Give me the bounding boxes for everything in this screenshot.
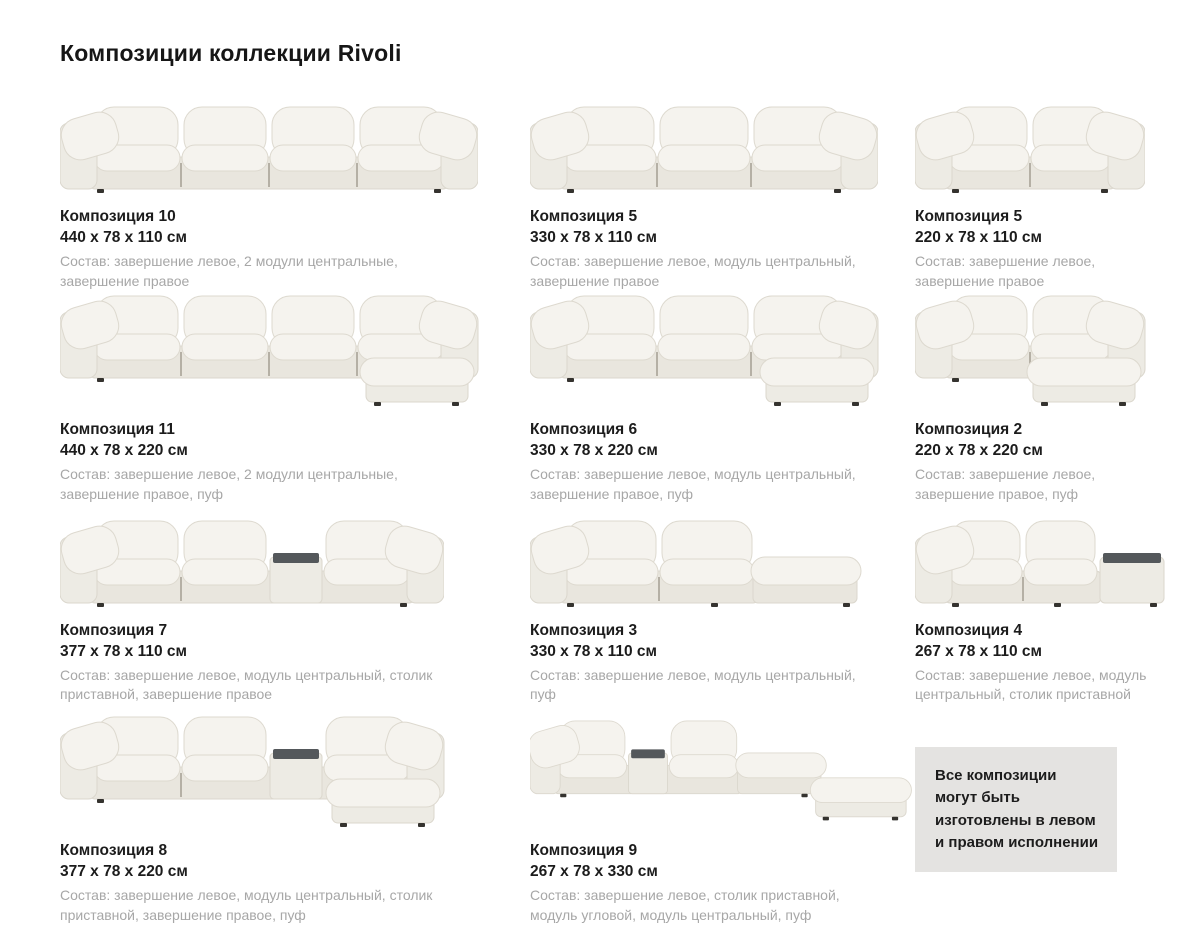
composition-dimensions: 377 x 78 x 110 см — [60, 642, 187, 660]
composition-title: Композиция 10 — [60, 208, 176, 225]
composition-dimensions: 440 x 78 x 220 см — [60, 441, 188, 459]
composition-structure: Состав: завершение левое, модуль центральный, столик приставной, завершение правое — [60, 666, 433, 703]
product-card[interactable] — [915, 296, 1200, 505]
composition-title: Композиция 3 — [530, 621, 638, 639]
composition-dimensions: 267 x 78 x 110 см — [915, 642, 1042, 660]
composition-structure: Состав: завершение левое, 2 модули центральные, завершение правое, пуф — [60, 465, 398, 502]
product-card[interactable] — [60, 709, 530, 926]
composition-title: Композиция 4 — [915, 621, 1023, 639]
product-card[interactable] — [530, 95, 915, 292]
composition-title: Композиция 6 — [530, 420, 638, 438]
compositions-grid — [60, 95, 1200, 930]
product-card[interactable] — [60, 509, 530, 706]
sofa-image — [530, 509, 915, 609]
note-cell — [915, 709, 1200, 930]
composition-structure: Состав: завершение левое, 2 модули центральные, завершение правое — [60, 253, 398, 289]
sofa-image — [530, 709, 915, 829]
composition-structure: Состав: завершение левое, модуль центральный, завершение правое, пуф — [530, 465, 856, 502]
info-note: Все композиции могут быть изготовлены в левом и правом исполнении — [915, 747, 1117, 872]
composition-title: Композиция 9 — [530, 842, 638, 860]
product-card[interactable] — [60, 95, 530, 292]
sofa-image — [530, 95, 915, 195]
composition-title: Композиция 8 — [60, 842, 168, 860]
composition-title: Композиция 11 — [60, 420, 175, 438]
sofa-image — [60, 509, 530, 609]
composition-structure: Состав: завершение левое, модуль центральный, пуф — [530, 666, 856, 703]
composition-dimensions: 377 x 78 x 220 см — [60, 863, 188, 881]
composition-dimensions: 330 x 78 x 110 см — [530, 229, 657, 246]
sofa-image — [60, 296, 530, 408]
composition-dimensions: 220 x 78 x 220 см — [915, 441, 1043, 459]
product-card[interactable] — [915, 509, 1200, 706]
composition-structure: Состав: завершение левое, столик приставной, модуль угловой, модуль центральный, пуф — [530, 887, 840, 924]
sofa-image — [60, 709, 530, 829]
composition-title: Композиция 2 — [915, 420, 1023, 438]
product-card[interactable] — [915, 95, 1200, 292]
composition-structure: Состав: завершение левое, завершение правое — [915, 253, 1096, 289]
composition-dimensions: 220 x 78 x 110 см — [915, 229, 1042, 246]
product-card[interactable] — [60, 296, 530, 505]
sofa-image — [915, 296, 1200, 408]
sofa-image — [530, 296, 915, 408]
composition-structure: Состав: завершение левое, модуль центральный, завершение правое — [530, 253, 856, 289]
composition-dimensions: 440 x 78 x 110 см — [60, 229, 187, 246]
composition-dimensions: 330 x 78 x 110 см — [530, 642, 657, 660]
composition-structure: Состав: завершение левое, модуль центральный, столик приставной — [915, 666, 1147, 703]
composition-title: Композиция 5 — [530, 208, 638, 225]
composition-structure: Состав: завершение левое, завершение правое, пуф — [915, 465, 1096, 502]
composition-structure: Состав: завершение левое, модуль центральный, столик приставной, завершение правое, пуф — [60, 887, 433, 924]
composition-dimensions: 330 x 78 x 220 см — [530, 441, 658, 459]
product-card[interactable] — [530, 296, 915, 505]
sofa-image — [60, 95, 530, 195]
composition-title: Композиция 5 — [915, 208, 1023, 225]
page-title: Композиции коллекции Rivoli — [60, 40, 402, 66]
sofa-image — [915, 509, 1200, 609]
composition-dimensions: 267 x 78 x 330 см — [530, 863, 658, 881]
product-card[interactable] — [530, 509, 915, 706]
product-card[interactable] — [530, 709, 915, 926]
sofa-image — [915, 95, 1200, 195]
composition-title: Композиция 7 — [60, 621, 168, 639]
